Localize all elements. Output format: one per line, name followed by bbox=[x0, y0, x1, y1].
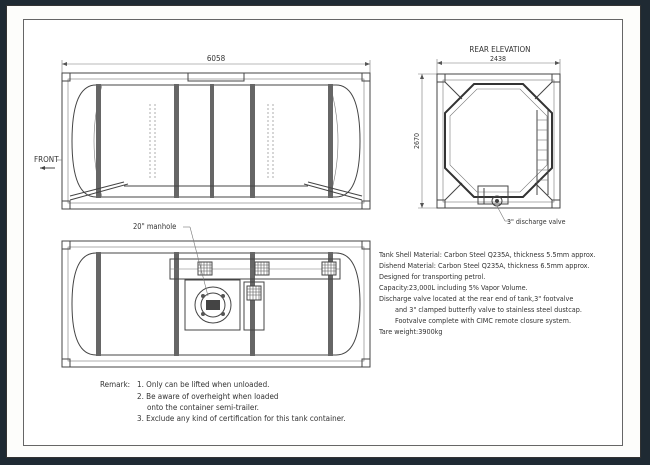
remarks-heading: Remark: bbox=[100, 380, 131, 389]
spec-line: Designed for transporting petrol. bbox=[379, 272, 486, 281]
spec-line: Discharge valve located at the rear end of tank,3" footvalve bbox=[379, 294, 574, 303]
front-label: FRONT bbox=[34, 155, 59, 164]
remarks-block bbox=[100, 380, 346, 423]
remark-item: 3. Exclude any kind of certification for this tank container. bbox=[137, 414, 346, 423]
vent-grilles bbox=[198, 262, 336, 275]
spec-line: Tank Shell Material: Carbon Steel Q235A, thickness 5.5mm approx. bbox=[379, 250, 596, 259]
spec-line: and 3" clamped butterfly valve to stainless steel dustcap. bbox=[395, 305, 582, 314]
length-dimension: 6058 bbox=[206, 54, 226, 63]
specifications-block bbox=[378, 250, 596, 336]
spec-line: Footvalve complete with CIMC remote closure system. bbox=[395, 316, 571, 325]
remark-item: onto the container semi-trailer. bbox=[147, 403, 259, 412]
spec-line: Dishend Material: Carbon Steel Q235A, thickness 6.5mm approx. bbox=[379, 261, 590, 270]
rear-elevation-title: REAR ELEVATION bbox=[469, 45, 531, 54]
height-dimension: 2670 bbox=[413, 132, 421, 150]
manhole-label: 20" manhole bbox=[133, 222, 177, 231]
remark-item: 1. Only can be lifted when unloaded. bbox=[137, 380, 270, 389]
spec-line: Tare weight:3900kg bbox=[379, 327, 443, 336]
width-dimension: 2438 bbox=[489, 55, 507, 63]
rear-elevation bbox=[413, 45, 566, 226]
discharge-valve-label: 3" discharge valve bbox=[507, 218, 566, 226]
side-elevation bbox=[34, 54, 370, 209]
tank-rings bbox=[96, 84, 333, 198]
spec-line: Capacity:23,000L including 5% Vapor Volume. bbox=[379, 283, 528, 292]
plan-view bbox=[62, 222, 370, 367]
remark-item: 2. Be aware of overheight when loaded bbox=[137, 392, 279, 401]
